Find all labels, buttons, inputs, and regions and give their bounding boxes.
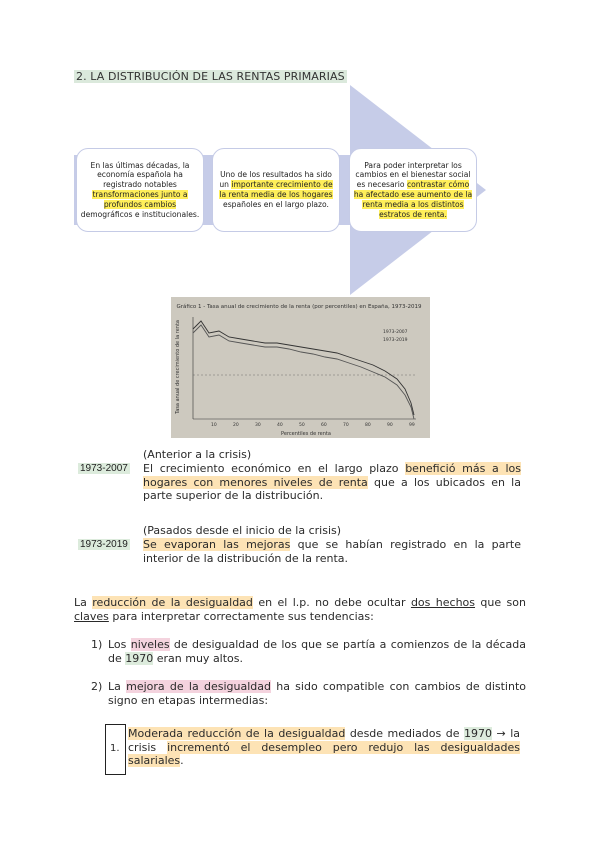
x-tick: 90 [387,423,393,428]
x-tick: 99 [409,423,415,428]
legend-1973-2007: 1973-2007 [383,330,408,335]
legend-1973-2019: 1973-2019 [383,338,408,343]
item2-number: 2) [91,680,103,693]
item1-text: Los niveles de desigualdad de los que se partía a comienzos de la década de 1970 eran muy altos. [108,638,526,665]
x-tick: 30 [255,423,261,428]
x-tick: 60 [321,423,327,428]
x-tick: 10 [211,423,217,428]
p1-note: (Anterior a la crisis) [143,448,252,461]
x-tick: 40 [277,423,283,428]
p3-intro: La reducción de la desigualdad en el l.p. no debe ocultar dos hechos que son claves para interpretar correctamente sus tendencias: [74,596,526,623]
item2-text: La mejora de la desigualdad ha sido compatible con cambios de distinto signo en etapas intermedias: [108,680,526,707]
x-tick: 80 [365,423,371,428]
p2-year-label: 1973-2019 [80,539,128,550]
p2-body: Se evaporan las mejoras que se habían registrado en la parte interior de la distribución de la renta. [143,538,521,565]
diagram-box-3: Para poder interpretar los cambios en el bienestar social es necesario contrastar cómo ha afectado ese aumento de la renta media a los distintos estratos de renta. [349,148,477,232]
x-tick: 20 [233,423,239,428]
sub1-number: 1. [110,743,120,754]
item1-number: 1) [91,638,103,651]
x-tick: 50 [299,423,305,428]
p2-note: (Pasados desde el inicio de la crisis) [143,524,342,537]
growth-curve-photo [171,297,430,438]
section-title: 2. LA DISTRIBUCIÓN DE LAS RENTAS PRIMARIAS [76,70,345,83]
chart-title: Gráfico 1 - Tasa anual de crecimiento de la renta (por percentiles) en España, 1973-2019 [176,304,422,310]
diagram-box-2: Uno de los resultados ha sido un importante crecimiento de la renta media de los hogares españoles en el largo plazo. [212,148,340,232]
p1-body: El crecimiento económico en el largo plazo benefició más a los hogares con menores niveles de renta que a los ubicados en la parte superior de la distribución. [143,462,522,502]
diagram-box-1: En las últimas décadas, la economía española ha registrado notables transformaciones junto a profundos cambios demográficos e institucionales. [76,148,204,232]
chart-xlabel: Percentiles de renta [281,431,331,437]
x-tick: 70 [343,423,349,428]
sub1-text: Moderada reducción de la desigualdad desde mediados de 1970 → la crisis incrementó el desempleo pero redujo las desigualdades salariales. [128,727,520,767]
p1-year-label: 1973-2007 [80,463,128,474]
chart-ylabel: Tasa anual de crecimiento de la renta [175,320,181,414]
